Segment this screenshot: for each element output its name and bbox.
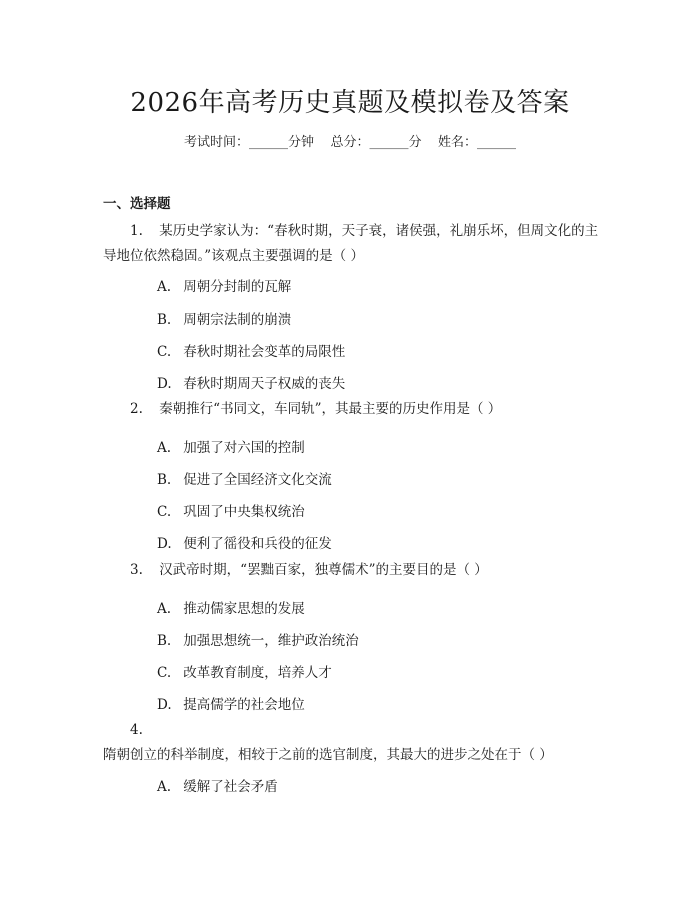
- option-a: [157, 775, 278, 795]
- option-letter: C.: [157, 504, 172, 520]
- option-text: 改革教育制度，培养人才: [183, 665, 332, 681]
- option-letter: D.: [157, 536, 172, 552]
- option-text: 周朝分封制的瓦解: [183, 279, 292, 295]
- option-c: [157, 340, 345, 360]
- question-stem: [103, 718, 603, 768]
- option-text: 加强思想统一，维护政治统治: [183, 633, 359, 649]
- option-text: 提高儒学的社会地位: [183, 697, 305, 713]
- option-letter: B.: [157, 312, 172, 328]
- option-text: 缓解了社会矛盾: [183, 779, 278, 795]
- option-b: [157, 629, 359, 649]
- question-text: 隋朝创立的科举制度，相较于之前的选官制度，其最大的进步之处在于（ ）: [103, 747, 553, 763]
- option-letter: A.: [157, 779, 172, 795]
- question-1: [103, 219, 603, 269]
- option-letter: D.: [157, 697, 172, 713]
- question-number: 2.: [130, 401, 143, 417]
- option-text: 春秋时期周天子权威的丧失: [183, 376, 346, 392]
- section-heading: 一、选择题: [103, 196, 171, 212]
- question-number: 4.: [130, 722, 143, 738]
- question-2: [103, 397, 603, 422]
- question-stem: [103, 219, 603, 269]
- option-text: 便利了徭役和兵役的征发: [183, 536, 332, 552]
- question-number: 3.: [130, 562, 143, 578]
- option-letter: C.: [157, 665, 172, 681]
- option-a: [157, 275, 291, 295]
- option-letter: A.: [157, 601, 172, 617]
- option-d: [157, 693, 305, 713]
- option-b: [157, 468, 332, 488]
- question-stem: [103, 558, 603, 583]
- option-b: [157, 308, 291, 328]
- question-text: 某历史学家认为：“春秋时期，天子衰，诸侯强，礼崩乐坏，但周文化的主导地位依然稳固。”该观点主要强调的是（ ）: [103, 223, 599, 264]
- document-title: 2026年高考历史真题及模拟卷及答案: [130, 88, 570, 118]
- option-text: 促进了全国经济文化交流: [183, 472, 332, 488]
- option-letter: B.: [157, 633, 172, 649]
- option-letter: B.: [157, 472, 172, 488]
- option-d: [157, 372, 345, 392]
- question-stem: [103, 397, 603, 422]
- option-a: [157, 436, 305, 456]
- option-d: [157, 532, 332, 552]
- option-text: 春秋时期社会变革的局限性: [183, 344, 346, 360]
- option-text: 周朝宗法制的崩溃: [183, 312, 292, 328]
- option-c: [157, 661, 332, 681]
- question-text: 汉武帝时期，“罢黜百家，独尊儒术”的主要目的是（ ）: [159, 562, 488, 578]
- option-a: [157, 597, 305, 617]
- option-text: 巩固了中央集权统治: [183, 504, 305, 520]
- option-letter: C.: [157, 344, 172, 360]
- question-4: [103, 718, 603, 768]
- option-c: [157, 500, 305, 520]
- option-text: 加强了对六国的控制: [183, 440, 305, 456]
- option-letter: A.: [157, 440, 172, 456]
- exam-meta-line: 考试时间：______分钟 总分：______分 姓名：______: [183, 135, 517, 150]
- question-3: [103, 558, 603, 583]
- question-text: 秦朝推行“书同文，车同轨”，其最主要的历史作用是（ ）: [159, 401, 502, 417]
- question-number: 1.: [130, 223, 143, 239]
- option-text: 推动儒家思想的发展: [183, 601, 305, 617]
- option-letter: A.: [157, 279, 172, 295]
- option-letter: D.: [157, 376, 172, 392]
